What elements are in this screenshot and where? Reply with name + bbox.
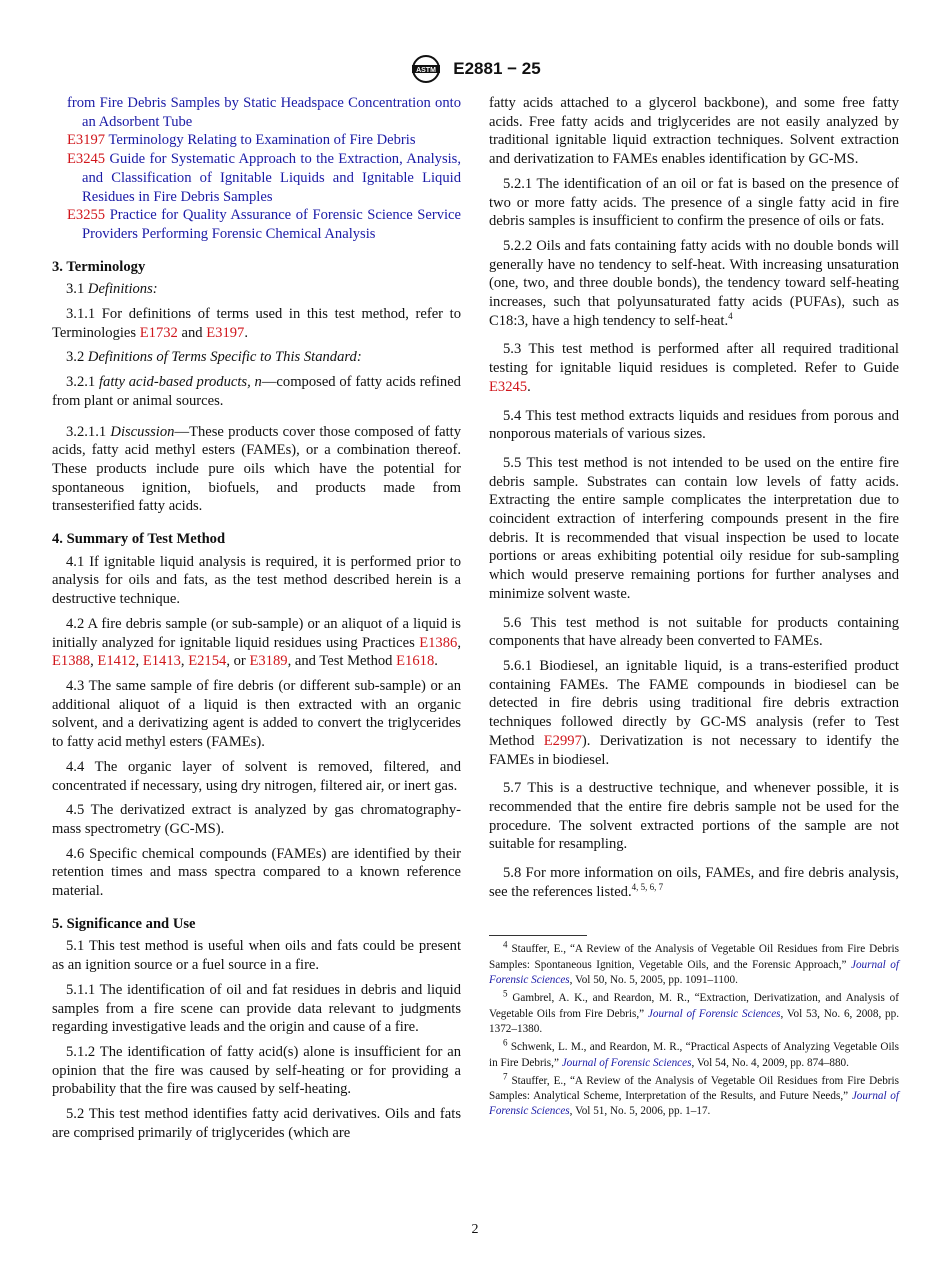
- paragraph-5-2-1: 5.2.1 The identification of an oil or fat is based on the presence of two or more fatty acids. The presence of a single fatty acid in fire debris samples is insufficient to confirm the presence of oils or fats.: [489, 175, 899, 230]
- footnote: $^4$ Stauffer, E., “A Review of the Analysis of Vegetable Oil Residues from Fire Debris Samples: Spontaneous Ignition, Vegetable Oils, and the Forensic Approach,” Journal of Forensic Sciences, Vol 50, No. 5, 2005, pp. 1091–1100.: [489, 939, 899, 987]
- paragraph-5-2-2: 5.2.2 Oils and fats containing fatty acids with no double bonds will generally have no tendency to self-heat. With increasing unsaturation (one, two, and three double bonds), the tendency toward self-heating increases, such that polyunsaturated fatty acids (PUFAs), such as C18:3, have a high tendency to self-heat.$^4$: [489, 237, 899, 329]
- paragraph-5-3: 5.3 This test method is performed after all required traditional testing for ignitable liquid residues is completed. Refer to Guide E3245.: [489, 341, 899, 395]
- paragraph-5-1: 5.1 This test method is useful when oils and fats could be present as an ignition source or a fuel source in a fire.: [52, 938, 461, 974]
- paragraph-5-4: 5.4 This test method extracts liquids and residues from porous and nonporous materials of various sizes.: [489, 407, 899, 443]
- astm-logo-icon: [409, 54, 443, 84]
- footnote: $^5$ Gambrel, A. K., and Reardon, M. R., “Extraction, Derivatization, and Analysis of Vegetable Oils from Fire Debris,” Journal of Forensic Sciences, Vol 53, No. 6, 2008, pp. 1372–1380.: [489, 988, 900, 1035]
- left-column: [52, 94, 461, 1148]
- ref-link[interactable]: E1388: [52, 653, 91, 670]
- paragraph-3-2-1-1: 3.2.1.1 Discussion—These products cover those composed of fatty acids, fatty acid methyl esters (FAMEs), or a combination thereof. These products include pure oils which have the potential for spontaneous ignition, biofuels, and products made from transesterified fatty acids.: [52, 423, 461, 515]
- reference-item[interactable]: E3255 Practice for Quality Assurance of Forensic Science Service Providers Performing Forensic Chemical Analysis: [67, 207, 461, 242]
- paragraph-5-6: 5.6 This test method is not suitable for products containing components that have already been converted to FAMEs.: [489, 614, 899, 650]
- paragraph-5-2-cont: fatty acids attached to a glycerol backbone), and some free fatty acids. Free fatty acids and triglycerides are not easily analyzed by traditional ignitable liquid extraction techniques. Solvent extraction and derivatization to FAMEs enables identification by GC-MS.: [489, 95, 899, 168]
- section-heading-significance: 5. Significance and Use: [52, 915, 196, 932]
- footnote-ref[interactable]: 4: [728, 310, 733, 321]
- footnote-divider: [489, 935, 587, 936]
- ref-link[interactable]: E2154: [188, 653, 227, 670]
- paragraph-4-4: 4.4 The organic layer of solvent is removed, filtered, and concentrated if necessary, using dry nitrogen, filtered air, or inert gas.: [52, 758, 461, 794]
- right-column: [489, 94, 899, 1123]
- paragraph-3-2: 3.2 Definitions of Terms Specific to This Standard:: [66, 349, 362, 366]
- paragraph-5-5: 5.5 This test method is not intended to be used on the entire fire debris sample. Substrates can contain low levels of fatty acids. Extracting the entire sample complicates the interpretation due to coincident extraction of interfering compounds present in the fire debris. It is recommended that visual inspection be used to locate portions or areas exhibiting potential oily residue for sub-sampling which would preserve remaining portions for further analyses and minimize solvent waste.: [489, 454, 899, 602]
- paragraph-5-1-1: 5.1.1 The identification of oil and fat residues in debris and liquid samples from a fire scene can provide data relevant to judgments regarding investigative leads and the origin and cause of a fire.: [52, 981, 461, 1036]
- ref-link[interactable]: E3189: [249, 653, 288, 670]
- page-header: [0, 54, 950, 84]
- ref-link[interactable]: E1386: [419, 634, 458, 651]
- footnote-ref[interactable]: 4, 5, 6, 7: [631, 881, 664, 892]
- page-number: 2: [471, 1222, 479, 1237]
- paragraph-4-5: 4.5 The derivatized extract is analyzed by gas chromatography-mass spectrometry (GC-MS).: [52, 802, 461, 837]
- ref-link[interactable]: E3197: [206, 324, 245, 341]
- ref-link[interactable]: E1413: [142, 653, 181, 670]
- ref-link[interactable]: E1412: [97, 653, 136, 670]
- svg-text:ASTM: ASTM: [416, 66, 437, 74]
- paragraph-3-2-1: 3.2.1 fatty acid-based products, n—composed of fatty acids refined from plant or animal sources.: [52, 374, 461, 409]
- reference-item[interactable]: from Fire Debris Samples by Static Headspace Concentration onto an Adsorbent Tube: [67, 95, 461, 130]
- paragraph-4-2: 4.2 A fire debris sample (or sub-sample) or an aliquot of a liquid is initially analyzed for ignitable liquid residues using Practices E1386, E1388, E1412, E1413, E2154, or E3189, and Test Method E1618.: [52, 615, 461, 670]
- paragraph-5-7: 5.7 This is a destructive technique, and whenever possible, it is recommended that the entire fire debris sample not be used for the procedure. The solvent extracted portions of the sample are not suitable for resampling.: [489, 780, 899, 853]
- paragraph-5-2: 5.2 This test method identifies fatty acid derivatives. Oils and fats are comprised primarily of triglycerides (which are: [52, 1106, 461, 1141]
- footnote: $^6$ Schwenk, L. M., and Reardon, M. R., “Practical Aspects of Analyzing Vegetable Oils in Fire Debris,” Journal of Forensic Sciences, Vol 54, No. 4, 2009, pp. 874–880.: [489, 1037, 900, 1069]
- paragraph-5-1-2: 5.1.2 The identification of fatty acid(s) alone is insufficient for an opinion that the fire was caused by self-heating or for providing a probability that the fire was caused by self-heating.: [52, 1043, 461, 1098]
- ref-link[interactable]: E2997: [543, 732, 582, 749]
- paragraph-5-8: 5.8 For more information on oils, FAMEs, and fire debris analysis, see the references listed.$^{4, 5, 6, 7}$: [489, 865, 899, 900]
- paragraph-5-6-1: 5.6.1 Biodiesel, an ignitable liquid, is a trans-esterified product containing FAMEs. The FAME compounds in biodiesel can be detected in fire debris using traditional fire debris extraction techniques followed directly by GC-MS analysis (refer to Test Method E2997). Derivatization is not necessary to identify the FAMEs in biodiesel.: [489, 657, 899, 768]
- reference-item[interactable]: E3197 Terminology Relating to Examination of Fire Debris: [67, 132, 416, 149]
- section-heading-summary: 4. Summary of Test Method: [52, 531, 226, 548]
- footnote: $^7$ Stauffer, E., “A Review of the Analysis of Vegetable Oil Residues from Fire Debris Samples: Analytical Scheme, Interpretation of the Results, and Future Needs,” Journal of Forensic Sciences, Vol 51, No. 5, 2006, pp. 1–17.: [489, 1071, 900, 1118]
- ref-link[interactable]: E3245: [489, 378, 528, 395]
- ref-link[interactable]: E1618: [396, 653, 435, 670]
- reference-item[interactable]: E3245 Guide for Systematic Approach to the Extraction, Analysis, and Classification of Ignitable Liquids and Ignitable Liquid Residues in Fire Debris Samples: [67, 151, 462, 205]
- paragraph-3-1-1: 3.1.1 For definitions of terms used in this test method, refer to Terminologies E1732 and E3197.: [52, 306, 461, 341]
- paragraph-4-6: 4.6 Specific chemical compounds (FAMEs) are identified by their retention times and mass spectra compared to a known reference material.: [52, 845, 461, 900]
- paragraph-4-3: 4.3 The same sample of fire debris (or different sub-sample) or an additional aliquot of a liquid is then extracted with an organic solvent, and a derivatizing agent is added to convert the triglycerides to fatty acid methyl esters (FAMEs).: [52, 677, 461, 751]
- section-heading-terminology: 3. Terminology: [52, 258, 146, 275]
- document-designation: E2881 − 25: [453, 59, 541, 78]
- paragraph-3-1: 3.1 Definitions:: [66, 281, 158, 298]
- paragraph-4-1: 4.1 If ignitable liquid analysis is required, it is performed prior to analysis for oils and fats, as the test method described herein is a destructive technique.: [52, 553, 461, 608]
- ref-link[interactable]: E1732: [139, 324, 178, 341]
